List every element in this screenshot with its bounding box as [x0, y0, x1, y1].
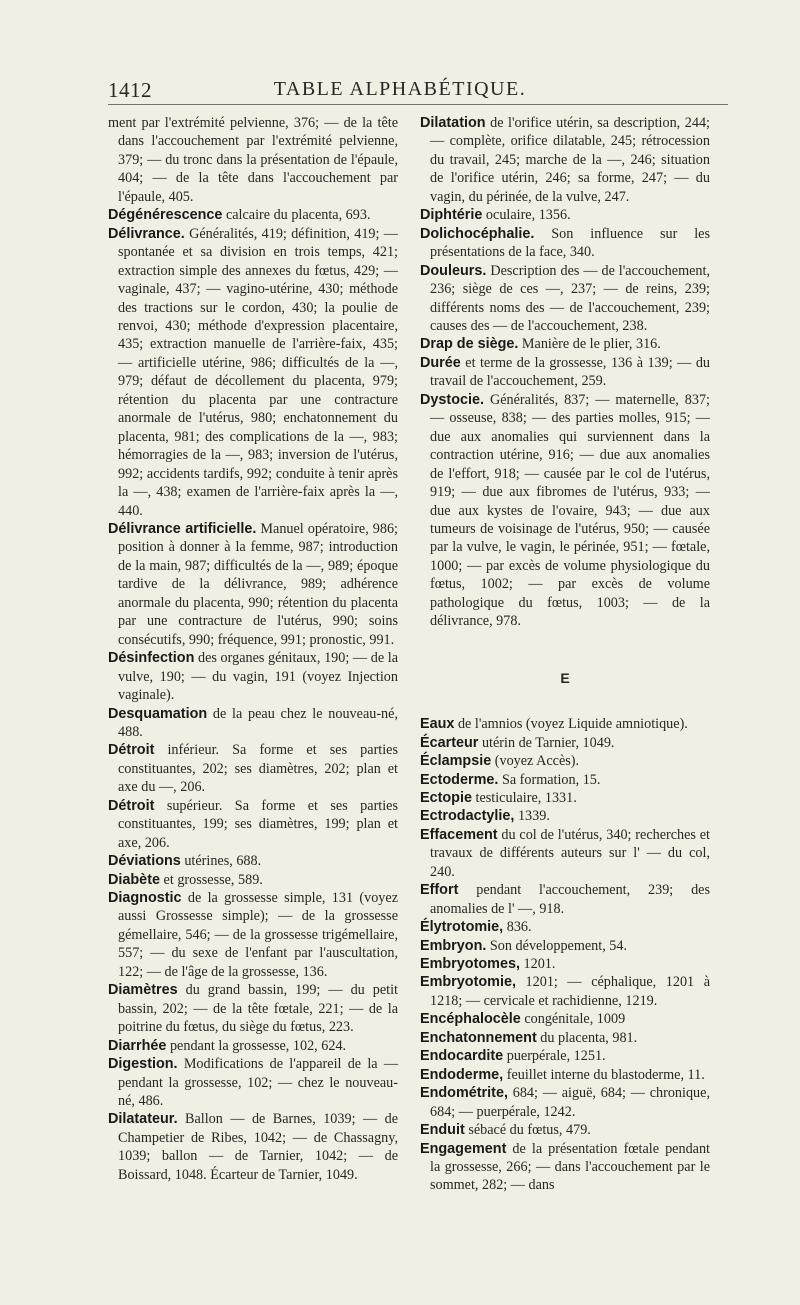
entry-term: Endoderme,: [420, 1066, 504, 1083]
entry-text: de l'orifice utérin, sa description, 244; — complète, orifice dilatable, 245; rétrocession du travail, 245; marche de la —, 246; situation de l'orifice utérin, 246; sa forme, 247; — du vagin, du périnée, de la vulve, 247.: [430, 115, 710, 205]
entry-term: Digestion.: [108, 1056, 178, 1073]
entry-term: Diphtérie: [420, 207, 483, 224]
index-entry: [108, 114, 398, 206]
index-entry: [420, 771, 710, 789]
entry-text: 1201.: [523, 956, 556, 973]
entry-text: oculaire, 1356.: [485, 207, 571, 224]
entry-term: Effacement: [420, 826, 498, 843]
entry-text: 684; — aiguë, 684; — chronique, 684; — puerpérale, 1242.: [430, 1085, 710, 1120]
entry-text: Son influence sur les présentations de la face, 340.: [430, 225, 710, 261]
entry-term: Diamètres: [108, 982, 178, 999]
entry-text: supérieur. Sa forme et ses parties constituantes, 199; ses diamètres, 199; plan et axe, 206.: [118, 797, 398, 851]
entry-text: et grossesse, 589.: [163, 871, 263, 888]
header-rule: [108, 104, 728, 105]
right-column: [420, 114, 710, 1195]
entry-term: Embryotomes,: [420, 956, 520, 973]
entry-text: de la présentation fœtale pendant la grossesse, 266; — dans l'accouchement par le sommet, 282; — dans: [430, 1140, 710, 1194]
entry-text: Généralités, 419; définition, 419; — spontanée et sa division en trois temps, 421; extraction simple des annexes du fœtus, 429; — vaginale, 437; — vagino-utérine, 430; méthode des tractions sur le cordon, 430; la poulie de renvoi, 430; méthode d'expression placentaire, 435; extraction manuelle de l'arrière-faix, 435; — artificielle utérine, 986; difficultés de la —, 979; défaut de décollement du placenta, 979; rétention du placenta par une contracture anormale de l'utérus, 980; enchatonnement du placenta, 981; des complications de la —, 983; hémorragies de la —, 983; inversion de l'utérus, 992; accidents tardifs, 992; conduite à tenir après la —, 438; examen de l'arrière-faix après la —, 440.: [118, 225, 398, 519]
entry-text: Ballon — de Barnes, 1039; — de Champetier de Ribes, 1042; — de Chassagny, 1039; ballon — de Tarnier, 1042; — de Boissard, 1048. Écarteur de Tarnier, 1049.: [118, 1111, 398, 1183]
entry-text: de l'amnios (voyez Liquide amniotique).: [457, 716, 688, 733]
entry-text: inférieur. Sa forme et ses parties constituantes, 202; ses diamètres, 202; plan et axe du —, 206.: [118, 742, 398, 796]
entry-term: Embryon.: [420, 937, 487, 954]
index-entry: [108, 871, 398, 889]
entry-text: Manuel opératoire, 986; position à donner à la femme, 987; introduction de la main, 987; difficultés de la —, 989; époque tardive de la délivrance, 989; adhérence anormale du placenta, 990; rétention du placenta par une contracture de l'utérus, 990; soins consécutifs, 990; fréquence, 991; pronostic, 991.: [118, 520, 398, 648]
entry-text: Manière de le plier, 316.: [521, 336, 661, 353]
entry-term: Délivrance.: [108, 225, 185, 242]
index-entry: [420, 114, 710, 206]
index-entry: [420, 1029, 710, 1047]
entry-text: testiculaire, 1331.: [475, 789, 577, 806]
entry-term: Ectoderme.: [420, 771, 499, 788]
entry-text: sébacé du fœtus, 479.: [468, 1122, 591, 1139]
index-entry: [420, 973, 710, 1010]
index-entry: [420, 789, 710, 807]
entry-term: Eaux: [420, 716, 455, 733]
index-entry: [420, 734, 710, 752]
index-entry: [420, 354, 710, 391]
index-entry: [108, 1037, 398, 1055]
entry-term: Ectrodactylie,: [420, 808, 515, 825]
entry-text: de la peau chez le nouveau-né, 488.: [118, 705, 398, 740]
index-entry: [420, 918, 710, 936]
index-entry: [420, 715, 710, 733]
entry-term: Durée: [420, 354, 461, 371]
index-entry: [108, 797, 398, 852]
entry-text: du placenta, 981.: [540, 1029, 638, 1046]
index-entry: [420, 1066, 710, 1084]
entry-text: (voyez Accès).: [494, 753, 580, 770]
entry-term: Encéphalocèle: [420, 1011, 521, 1028]
index-entry: [108, 206, 398, 224]
index-entry: [108, 852, 398, 870]
entry-text: Généralités, 837; — maternelle, 837; — osseuse, 838; — des parties molles, 915; — due aux anomalies qui surviennent dans la contraction utérine, 916; — due aux anomalies de l'effort, 918; — causée par le col de l'utérus, 919; — due aux fibromes de l'utérus, 933; — due aux kystes de l'ovaire, 943; — due aux tumeurs de voisinage de l'utérus, 950; — causée par la vulve, le vagin, le périnée, 951; — fœtale, 1000; — par excès de volume physiologique du fœtus, 1002; — par excès de volume pathologique du fœtus, 1003; — de la délivrance, 978.: [430, 391, 710, 630]
entry-term: Ectopie: [420, 789, 472, 806]
entry-term: Dystocie.: [420, 391, 484, 408]
entry-text: puerpérale, 1251.: [506, 1048, 606, 1065]
entry-text: pendant la grossesse, 102, 624.: [169, 1037, 347, 1054]
entry-term: Engagement: [420, 1140, 507, 1157]
entry-term: Éclampsie: [420, 753, 492, 770]
index-entry: [420, 955, 710, 973]
index-entry: [108, 225, 398, 520]
entry-term: Détroit: [108, 797, 155, 814]
entry-term: Douleurs.: [420, 262, 487, 279]
entry-text: utérin de Tarnier, 1049.: [481, 734, 615, 751]
entry-text: feuillet interne du blastoderme, 11.: [506, 1066, 705, 1083]
entry-text: Modifications de l'appareil de la — pendant la grossesse, 102; — chez le nouveau-né, 486.: [118, 1056, 399, 1110]
entry-term: Embryotomie,: [420, 974, 516, 991]
index-entry: [420, 335, 710, 353]
page-number: 1412: [108, 78, 152, 102]
entry-term: Effort: [420, 882, 459, 899]
left-column: [108, 114, 398, 1184]
entry-text: des organes génitaux, 190; — de la vulve, 190; — du vagin, 191 (voyez Injection vaginale).: [118, 650, 399, 704]
index-entry: [108, 889, 398, 981]
entry-text: du col de l'utérus, 340; recherches et travaux de différents auteurs sur l' — du col, 240.: [430, 826, 710, 880]
index-entry: [420, 937, 710, 955]
entry-text: pendant l'accouchement, 239; des anomalies de l' —, 918.: [430, 882, 711, 917]
entry-term: Diarrhée: [108, 1037, 167, 1054]
index-entry: [108, 981, 398, 1036]
index-entry: [108, 1055, 398, 1110]
entry-term: Drap de siège.: [420, 336, 519, 353]
entry-text: de la grossesse simple, 131 (voyez aussi Grossesse simple); — de la grossesse gémellaire, 546; — de la grossesse trigémellaire, 557; — du sexe de l'enfant par l'auscultation, 122; — de l'âge de la grossesse, 136.: [118, 890, 398, 980]
running-title: TABLE ALPHABÉTIQUE.: [273, 78, 527, 100]
index-entry: [108, 649, 398, 704]
index-entry: [108, 705, 398, 742]
index-entry: [108, 741, 398, 796]
index-entry: [420, 752, 710, 770]
index-entry: [420, 1047, 710, 1065]
entry-term: Délivrance artificielle.: [108, 520, 257, 537]
index-entry: [108, 1110, 398, 1184]
entry-term: Endométrite,: [420, 1085, 508, 1102]
entry-term: Désinfection: [108, 650, 195, 667]
section-letter: E: [560, 669, 570, 686]
entry-term: Élytrotomie,: [420, 919, 504, 936]
index-entry: [420, 1121, 710, 1139]
entry-text: Son développement, 54.: [489, 937, 628, 954]
entry-text: 1339.: [517, 808, 550, 825]
entry-text: congénitale, 1009: [524, 1011, 626, 1028]
index-entry: [108, 520, 398, 649]
entry-term: Dolichocéphalie.: [420, 225, 535, 242]
index-entry: [420, 826, 710, 881]
entry-text: et terme de la grossesse, 136 à 139; — du travail de l'accouchement, 259.: [430, 354, 711, 390]
index-entry: [420, 206, 710, 224]
entry-term: Endocardite: [420, 1048, 504, 1065]
entry-text: Description des — de l'accouchement, 236; siège de ces —, 237; — de reins, 239; différents noms des — de l'accouchement, 239; causes des — de l'accouchement, 238.: [430, 262, 710, 334]
entry-term: Enchatonnement: [420, 1029, 537, 1046]
index-entry: [420, 1140, 710, 1195]
entry-text: Sa formation, 15.: [501, 771, 601, 788]
entry-term: Diabète: [108, 871, 160, 888]
index-entry: [420, 881, 710, 918]
index-entry: [420, 391, 710, 631]
entry-text: ment par l'extrémité pelvienne, 376; — de la tête dans l'accouchement par l'extrémité pelvienne, 379; — du tronc dans la présentation de l'épaule, 404; — de la tête dans l'accouchement par l'épaule, 405.: [108, 115, 398, 205]
entry-term: Enduit: [420, 1122, 465, 1139]
index-entry: [420, 262, 710, 336]
entry-term: Détroit: [108, 742, 155, 759]
entry-text: du grand bassin, 199; — du petit bassin, 202; — de la tête fœtale, 221; — de la poitrine du fœtus, du siège du fœtus, 223.: [118, 982, 398, 1036]
entry-term: Desquamation: [108, 705, 208, 722]
entry-text: 1201; — céphalique, 1201 à 1218; — cervicale et rachidienne, 1219.: [430, 974, 711, 1009]
entry-term: Déviations: [108, 853, 181, 870]
entry-term: Dégénérescence: [108, 207, 223, 224]
entry-text: utérines, 688.: [184, 853, 262, 870]
entry-term: Diagnostic: [108, 890, 182, 907]
index-entry: [420, 1084, 710, 1121]
entry-term: Écarteur: [420, 734, 479, 751]
entry-text: calcaire du placenta, 693.: [225, 207, 371, 224]
index-entry: [420, 807, 710, 825]
index-entry: [420, 225, 710, 262]
entry-text: 836.: [506, 919, 532, 936]
index-entry: [420, 1010, 710, 1028]
entry-term: Dilatateur.: [108, 1111, 178, 1128]
entry-term: Dilatation: [420, 115, 486, 131]
